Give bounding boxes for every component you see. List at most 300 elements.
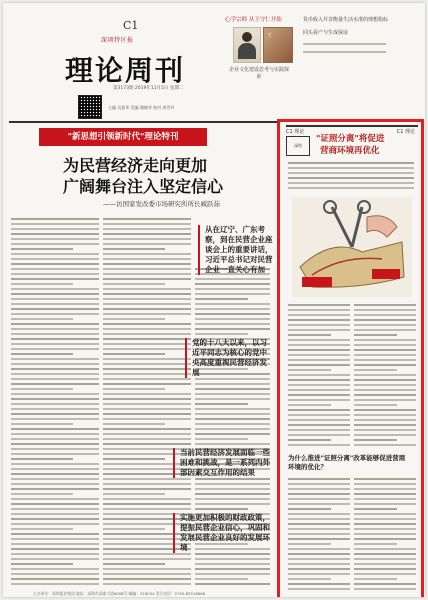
text-line <box>288 384 350 386</box>
text-line <box>195 428 270 430</box>
note-1: 货币收入并非衡量生活水准的理想指标 <box>303 17 389 23</box>
text-line <box>354 409 416 411</box>
text-line <box>103 553 191 555</box>
text-line <box>11 318 73 320</box>
text-line <box>11 423 73 425</box>
callout-4: 实施更加积极的财政政策，提振民营企业信心，巩固和发展民营企业良好的发展环境 <box>173 513 270 553</box>
text-line <box>288 177 414 179</box>
text-line <box>11 573 99 575</box>
text-line <box>354 493 416 495</box>
text-line <box>288 162 414 164</box>
text-line <box>11 463 99 465</box>
article-quote: 为什么推进"证照分离"改革能够促进营商环境的优化？ <box>288 454 406 471</box>
masthead <box>23 13 223 121</box>
paper-name: 深圳特区报 <box>101 37 134 44</box>
text-line <box>11 303 99 305</box>
text-line <box>354 344 416 346</box>
text-line <box>288 419 350 421</box>
top-ad-heading: 心学宗师 从王守仁开始 <box>225 17 282 23</box>
text-line <box>11 523 99 525</box>
article-title-line1: "证照分离"将促进 <box>316 134 385 144</box>
text-line <box>354 424 416 426</box>
text-line <box>103 333 191 335</box>
text-line <box>11 398 99 400</box>
text-line <box>354 578 397 580</box>
text-line <box>354 528 416 530</box>
text-line <box>195 508 248 510</box>
text-line <box>288 503 350 505</box>
text-line <box>303 43 386 45</box>
text-line <box>354 513 416 515</box>
text-line <box>354 558 416 560</box>
section-title: 理论周刊 <box>65 54 186 87</box>
qr-code-icon <box>78 95 102 119</box>
text-line <box>11 488 99 490</box>
text-line <box>303 51 386 53</box>
text-line <box>11 328 99 330</box>
text-line <box>11 553 99 555</box>
text-line <box>11 323 99 325</box>
right-body-col-4 <box>354 478 416 593</box>
text-line <box>103 223 191 225</box>
text-line <box>288 187 414 189</box>
text-line <box>195 553 270 555</box>
article-title-line2: 营商环境再优化 <box>320 146 380 156</box>
text-line <box>11 443 99 445</box>
text-line <box>11 278 99 280</box>
text-line <box>354 563 416 565</box>
page-number: C1 <box>123 19 139 32</box>
text-line <box>288 329 350 331</box>
highlighted-article <box>277 119 424 597</box>
text-line <box>288 439 331 441</box>
portrait-image <box>233 27 261 63</box>
text-line <box>195 443 270 445</box>
text-line <box>288 508 331 510</box>
text-line <box>11 418 99 420</box>
text-line <box>288 424 350 426</box>
text-line <box>288 498 350 500</box>
editor-line: 主编 吴燕华 美编 谢晓华 校对 周世玲 <box>108 105 175 110</box>
text-line <box>354 483 416 485</box>
text-line <box>288 523 350 525</box>
text-line <box>354 503 416 505</box>
text-line <box>103 563 165 565</box>
text-line <box>288 444 350 446</box>
right-header-rule <box>286 125 418 127</box>
text-line <box>11 313 99 315</box>
text-line <box>354 379 416 381</box>
text-line <box>11 238 99 240</box>
top-ad <box>225 13 295 121</box>
text-line <box>195 283 270 285</box>
text-line <box>195 438 248 440</box>
text-line <box>103 558 191 560</box>
text-line <box>195 313 270 315</box>
text-line <box>354 359 416 361</box>
text-line <box>288 409 350 411</box>
text-line <box>11 368 99 370</box>
text-line <box>103 403 191 405</box>
callout-2: 党的十八大以来，以习近平同志为核心的党中央高度重视民营经济发展 <box>185 338 267 378</box>
text-line <box>195 308 270 310</box>
text-line <box>103 428 191 430</box>
text-line <box>354 334 397 336</box>
text-line <box>11 358 99 360</box>
text-line <box>103 378 191 380</box>
right-body-col-3 <box>288 478 350 593</box>
text-line <box>354 543 397 545</box>
text-line <box>11 533 99 535</box>
text-line <box>195 303 270 305</box>
text-line <box>288 568 350 570</box>
text-line <box>195 318 270 320</box>
text-line <box>103 383 191 385</box>
text-line <box>11 438 99 440</box>
text-line <box>288 563 350 565</box>
text-line <box>288 319 350 321</box>
text-line <box>103 258 191 260</box>
text-line <box>195 298 248 300</box>
text-line <box>103 243 191 245</box>
text-line <box>11 473 99 475</box>
text-line <box>288 354 350 356</box>
feature-banner: "新思想引领新时代"理论特刊 <box>39 128 207 146</box>
text-line <box>103 238 191 240</box>
text-line <box>354 399 416 401</box>
text-line <box>195 498 270 500</box>
right-header-left: C1 理论 <box>286 129 305 135</box>
text-line <box>354 439 397 441</box>
right-header-right: C1 理论 <box>396 129 415 135</box>
text-line <box>288 573 350 575</box>
text-line <box>288 324 350 326</box>
text-line <box>103 498 191 500</box>
text-line <box>11 478 99 480</box>
text-line <box>11 283 73 285</box>
text-line <box>11 223 99 225</box>
text-line <box>11 428 99 430</box>
text-line <box>11 408 99 410</box>
text-line <box>354 414 416 416</box>
text-line <box>103 368 191 370</box>
text-line <box>103 573 191 575</box>
text-line <box>354 404 397 406</box>
text-line <box>195 278 270 280</box>
text-line <box>288 493 350 495</box>
text-line <box>354 354 416 356</box>
text-line <box>288 483 350 485</box>
text-line <box>11 253 99 255</box>
text-line <box>195 583 270 585</box>
text-line <box>288 553 350 555</box>
text-line <box>288 172 414 174</box>
text-line <box>103 568 191 570</box>
text-line <box>195 393 270 395</box>
text-line <box>288 304 350 306</box>
text-line <box>288 429 350 431</box>
text-line <box>11 263 99 265</box>
text-line <box>354 538 416 540</box>
text-line <box>354 304 416 306</box>
text-line <box>195 328 270 330</box>
text-line <box>11 583 99 585</box>
text-line <box>103 388 165 390</box>
text-line <box>195 378 270 380</box>
text-line <box>354 548 416 550</box>
text-line <box>288 478 350 480</box>
text-line <box>103 293 191 295</box>
text-line <box>288 344 350 346</box>
text-line <box>103 253 191 255</box>
text-line <box>288 389 350 391</box>
text-line <box>288 583 350 585</box>
text-line <box>354 394 416 396</box>
text-line <box>103 488 191 490</box>
text-line <box>288 339 350 341</box>
text-line <box>195 388 270 390</box>
text-line <box>103 508 191 510</box>
text-line <box>11 248 73 250</box>
text-line <box>354 314 416 316</box>
text-line <box>11 413 99 415</box>
text-line <box>195 488 270 490</box>
text-line <box>288 309 350 311</box>
text-line <box>11 338 99 340</box>
text-line <box>354 434 416 436</box>
text-line <box>195 408 270 410</box>
text-line <box>11 388 73 390</box>
text-line <box>354 523 416 525</box>
text-line <box>195 493 270 495</box>
text-line <box>354 364 416 366</box>
text-line <box>103 373 191 375</box>
text-line <box>103 228 191 230</box>
text-line <box>11 288 99 290</box>
text-line <box>103 353 165 355</box>
text-line <box>288 374 350 376</box>
text-line <box>103 478 191 480</box>
text-line <box>11 538 99 540</box>
text-line <box>103 273 191 275</box>
text-line <box>103 528 165 530</box>
text-line <box>288 167 414 169</box>
text-line <box>354 508 397 510</box>
text-line <box>11 243 99 245</box>
text-line <box>103 433 191 435</box>
text-line <box>103 248 165 250</box>
text-line <box>11 528 73 530</box>
text-line <box>103 503 191 505</box>
text-line <box>354 369 397 371</box>
text-line <box>195 293 270 295</box>
text-line <box>11 363 99 365</box>
text-line <box>354 429 416 431</box>
text-line <box>103 308 191 310</box>
text-line <box>288 488 350 490</box>
text-line <box>354 573 416 575</box>
text-line <box>11 348 99 350</box>
callout-3: 当前民营经济发展面临一些困难和挑战，是一系列内外部因素交互作用的结果 <box>173 448 270 478</box>
text-line <box>103 393 191 395</box>
text-line <box>288 364 350 366</box>
text-line <box>195 288 270 290</box>
text-line <box>354 583 416 585</box>
text-line <box>195 423 270 425</box>
text-line <box>103 278 191 280</box>
text-line <box>195 568 270 570</box>
text-line <box>354 498 416 500</box>
text-line <box>103 443 191 445</box>
text-line <box>354 588 416 590</box>
text-line <box>103 583 191 585</box>
text-line <box>103 318 165 320</box>
text-line <box>288 588 350 590</box>
text-line <box>288 414 350 416</box>
text-line <box>103 218 191 220</box>
text-line <box>354 553 416 555</box>
text-line <box>288 314 350 316</box>
text-line <box>103 328 191 330</box>
text-line <box>354 309 416 311</box>
top-right-notes <box>303 17 421 59</box>
text-line <box>354 533 416 535</box>
text-line <box>354 478 416 480</box>
body-column-1 <box>11 218 99 588</box>
text-line <box>288 404 331 406</box>
text-line <box>195 323 270 325</box>
text-line <box>103 283 165 285</box>
text-line <box>195 478 270 480</box>
text-line <box>11 233 99 235</box>
newspaper-page <box>3 3 425 597</box>
text-line <box>195 578 248 580</box>
text-line <box>288 349 350 351</box>
text-line <box>11 383 99 385</box>
text-line <box>195 433 270 435</box>
note-2: 回头看产与生成保证 <box>303 30 349 36</box>
text-line <box>11 508 99 510</box>
text-line <box>354 419 416 421</box>
text-line <box>11 308 99 310</box>
text-line <box>103 348 191 350</box>
text-line <box>288 518 350 520</box>
text-line <box>11 393 99 395</box>
text-line <box>11 333 99 335</box>
text-line <box>11 513 99 515</box>
text-line <box>288 533 350 535</box>
text-line <box>11 498 99 500</box>
text-line <box>195 558 270 560</box>
text-line <box>11 468 99 470</box>
text-line <box>354 339 416 341</box>
text-line <box>103 313 191 315</box>
text-line <box>11 543 99 545</box>
text-line <box>354 349 416 351</box>
text-line <box>288 528 350 530</box>
callout-1: 从在辽宁、广东考察，到在民营企业座谈会上的重要讲话，习近平总书记对民营企业一直关心有加 <box>198 225 273 275</box>
text-line <box>103 408 191 410</box>
text-line <box>354 319 416 321</box>
book-cover-image <box>263 27 293 63</box>
text-line <box>354 568 416 570</box>
text-line <box>103 263 191 265</box>
text-line <box>103 343 191 345</box>
top-ad-caption: 企业文化建设思考与实践探索 <box>228 67 289 80</box>
text-line <box>11 458 73 460</box>
text-line <box>288 369 331 371</box>
text-line <box>195 333 248 335</box>
headline-line2: 广阔舞台注入坚定信心 <box>63 177 224 196</box>
text-line <box>354 389 416 391</box>
text-line <box>11 403 99 405</box>
right-body-col-1 <box>288 304 350 449</box>
text-line <box>288 578 331 580</box>
text-line <box>11 373 99 375</box>
edition-info: 第3173期 2019年11月5日 星期二 <box>113 86 184 91</box>
text-line <box>11 298 99 300</box>
text-line <box>354 384 416 386</box>
text-line <box>195 383 270 385</box>
text-line <box>11 268 99 270</box>
text-line <box>103 398 191 400</box>
text-line <box>11 378 99 380</box>
text-line <box>11 503 99 505</box>
text-line <box>11 563 73 565</box>
text-line <box>103 458 165 460</box>
text-line <box>288 548 350 550</box>
text-line <box>11 493 73 495</box>
text-line <box>288 558 350 560</box>
text-line <box>103 578 191 580</box>
text-line <box>103 303 191 305</box>
text-line <box>288 359 350 361</box>
scissors-license-illustration <box>292 197 412 297</box>
text-line <box>354 488 416 490</box>
text-line <box>103 323 191 325</box>
text-line <box>288 334 331 336</box>
text-line <box>103 338 191 340</box>
text-line <box>195 413 270 415</box>
footer: 主办单位：深圳报业集团 地址：深圳市深南大道6008号 邮编：518034 发行电话：0755-83518888 <box>33 591 206 596</box>
text-line <box>11 218 99 220</box>
text-line <box>195 573 270 575</box>
text-line <box>11 273 99 275</box>
text-line <box>11 558 99 560</box>
text-line <box>11 343 99 345</box>
text-line <box>11 568 99 570</box>
text-line <box>288 538 350 540</box>
text-line <box>288 513 350 515</box>
text-line <box>11 548 99 550</box>
text-line <box>103 233 191 235</box>
text-line <box>103 358 191 360</box>
text-line <box>103 363 191 365</box>
right-intro <box>288 162 414 192</box>
text-line <box>11 578 99 580</box>
text-line <box>11 448 99 450</box>
column-logo: 深圳 <box>286 136 310 156</box>
text-line <box>103 438 191 440</box>
text-line <box>103 493 165 495</box>
text-line <box>11 293 99 295</box>
text-line <box>103 268 191 270</box>
text-line <box>195 418 270 420</box>
text-line <box>11 518 99 520</box>
text-line <box>288 182 414 184</box>
text-line <box>195 503 270 505</box>
headline-line1: 为民营经济走向更加 <box>63 156 208 175</box>
